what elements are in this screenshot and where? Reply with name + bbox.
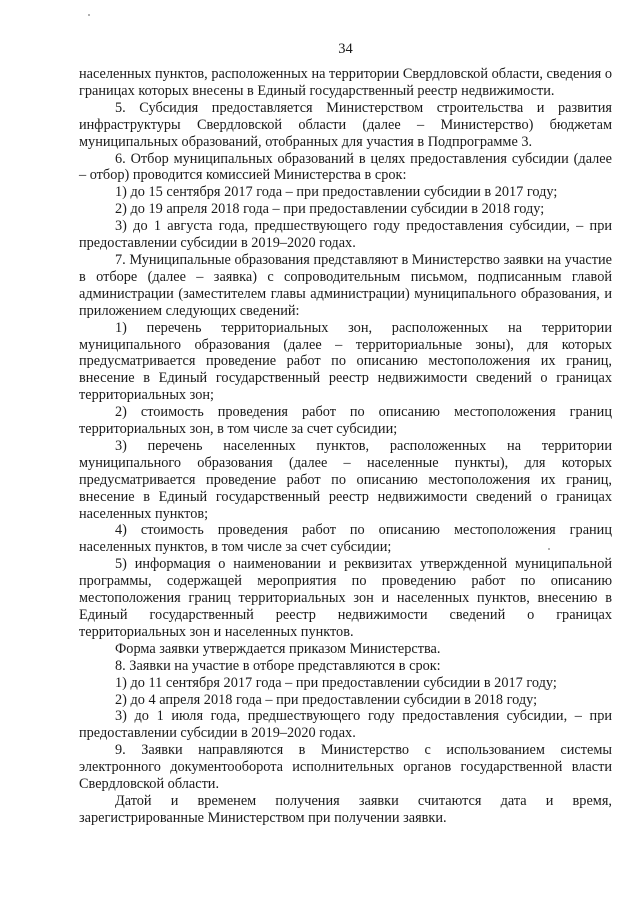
item-2-territorial-zones-cost: 2) стоимость проведения работ по описанию местоположения границ территориальных зон, в том числе за счет субсидии;	[79, 404, 612, 438]
paragraph-5-subsidy-provider: 5. Субсидия предоставляется Министерством строительства и развития инфраструктуры Свердловской области (далее – Министерство) бюджетам муниципальных образований, отобранных для участия в Подпрограмме 3.	[79, 99, 612, 150]
scan-speck	[88, 14, 90, 16]
scan-speck	[548, 548, 550, 550]
item-5-municipal-program: 5) информация о наименовании и реквизитах утвержденной муниципальной программы, содержащей мероприятия по проведению работ по описанию местоположения границ территориальных зон и населенных пунктов, внесению в Единый государственный реестр недвижимости сведений о границах территориальных зон и населенных пунктов.	[79, 556, 612, 640]
selection-deadline-2017: 1) до 15 сентября 2017 года – при предоставлении субсидии в 2017 году;	[115, 184, 558, 201]
receipt-date-note: Датой и временем получения заявки считаются дата и время, зарегистрированные Министерством при получении заявки.	[79, 792, 612, 826]
submission-deadline-2019-2020: 3) до 1 июля года, предшествующего году предоставления субсидии, – при предоставлении субсидии в 2019–2020 годах.	[79, 708, 612, 742]
item-4-settlements-cost: 4) стоимость проведения работ по описанию местоположения границ населенных пунктов, в том числе за счет субсидии;	[79, 522, 612, 556]
submission-deadline-2017: 1) до 11 сентября 2017 года – при предоставлении субсидии в 2017 году;	[115, 674, 557, 691]
paragraph-8-submission: 8. Заявки на участие в отборе представляются в срок:	[115, 657, 441, 674]
selection-deadline-2019-2020: 3) до 1 августа года, предшествующего году предоставления субсидии, – при предоставлении субсидии в 2019–2020 годах.	[79, 218, 612, 252]
application-form-note: Форма заявки утверждается приказом Министерства.	[115, 640, 441, 657]
item-3-settlements-list: 3) перечень населенных пунктов, расположенных на территории муниципального образования (далее – населенные пункты), для которых предусматривается проведение работ по описанию местоположения их границ, внесение в Единый государственный реестр недвижимости сведений о границах населенных пунктов;	[79, 437, 612, 522]
paragraph-7-applications: 7. Муниципальные образования представляют в Министерство заявки на участие в отборе (далее – заявка) с сопроводительным письмом, подписанным главой администрации (заместителем главы администрации) муниципального образования, и приложением следующих сведений:	[79, 251, 612, 319]
paragraph-6-selection: 6. Отбор муниципальных образований в целях предоставления субсидии (далее – отбор) проводится комиссией Министерства в срок:	[79, 150, 612, 184]
submission-deadline-2018: 2) до 4 апреля 2018 года – при предоставлении субсидии в 2018 году;	[115, 691, 538, 708]
page-number: 34	[338, 41, 353, 57]
document-body	[79, 66, 612, 827]
paragraph-continuation: населенных пунктов, расположенных на территории Свердловской области, сведения о границах которых внесены в Единый государственный реестр недвижимости.	[79, 66, 612, 99]
selection-deadline-2018: 2) до 19 апреля 2018 года – при предоставлении субсидии в 2018 году;	[115, 201, 545, 218]
paragraph-9-delivery: 9. Заявки направляются в Министерство с использованием системы электронного документооборота исполнительных органов государственной власти Свердловской области.	[79, 742, 612, 793]
item-1-territorial-zones-list: 1) перечень территориальных зон, расположенных на территории муниципального образования (далее – территориальные зоны), для которых предусматривается проведение работ по описанию местоположения их границ, внесение в Единый государственный реестр недвижимости сведений о границах территориальных зон;	[79, 319, 612, 404]
